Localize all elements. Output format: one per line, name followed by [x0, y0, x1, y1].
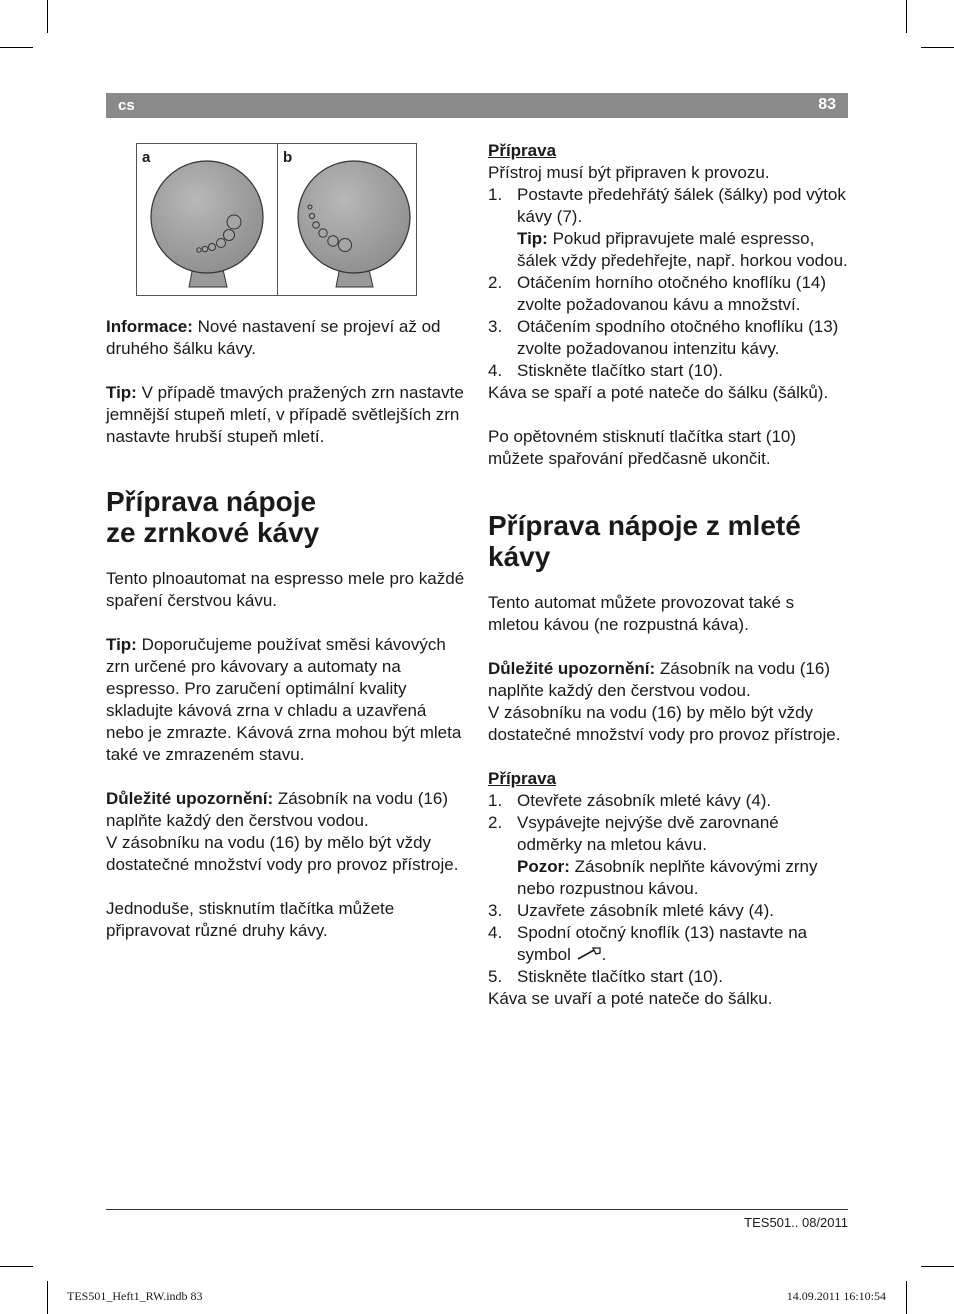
- crop-mark: [906, 0, 907, 33]
- figure-panel-b: [277, 144, 417, 295]
- step-text: Uzavřete zásobník mleté kávy (4).: [517, 901, 774, 920]
- slug-file-info: TES501_Heft1_RW.indb 83: [67, 1289, 203, 1303]
- step-text: Vsypávejte nejvýše dvě zarovnané odměrky na mletou kávu.: [517, 813, 779, 854]
- step-text: Otáčením spodního otočného knoflíku (13) zvolte požadovanou intenzitu kávy.: [517, 317, 839, 358]
- crop-mark: [0, 1266, 33, 1267]
- crop-mark: [47, 0, 48, 33]
- tip-text: V případě tmavých pražených zrn nastavte jemnější stupeň mletí, v případě světlejších zrn nastavte hrubší stupeň mletí.: [106, 383, 464, 446]
- step-suffix: .: [601, 945, 607, 964]
- tip-label: Tip:: [517, 229, 548, 248]
- step-number: 3.: [488, 901, 503, 920]
- step-text: Spodní otočný knoflík (13) nastavte na symbol: [517, 923, 808, 964]
- tip-text: Doporučujeme používat směsi kávových zrn určené pro kávovary a automaty na espresso. Pro zaručení optimální kvality skladujte kávová zrna v chladu a uzavřená nebo je zmrazte. Kávová zrna mohou být mleta také ve zmrazeném stavu.: [106, 635, 462, 764]
- step-number: 4.: [488, 361, 503, 380]
- crop-mark: [0, 47, 33, 48]
- list-item: [488, 922, 848, 966]
- subheading-preparation: Příprava: [488, 141, 557, 160]
- list-item: [488, 790, 848, 812]
- list-item: [488, 272, 848, 316]
- important-text: Zásobník na vodu (16) naplňte každý den čerstvou vodou.: [106, 789, 448, 830]
- crop-mark: [906, 1281, 907, 1314]
- prep2-steps-list: [488, 790, 848, 988]
- prep-steps-list: [488, 184, 848, 382]
- list-item: [488, 360, 848, 382]
- step-number: 1.: [488, 791, 503, 810]
- info-label: Informace:: [106, 317, 193, 336]
- tip-beans-note: [106, 634, 468, 766]
- step-text: Stiskněte tlačítko start (10).: [517, 361, 723, 380]
- info-note: [106, 316, 468, 360]
- left-column: [106, 316, 468, 942]
- closing-paragraph: Jednoduše, stisknutím tlačítka můžete připravovat různé druhy kávy.: [106, 899, 395, 940]
- step-text: Otáčením horního otočného knoflíku (14) zvolte požadovanou kávu a množství.: [517, 273, 827, 314]
- grinder-dial-coarse-illustration: [278, 144, 417, 295]
- heading-line: Příprava nápoje: [106, 486, 317, 517]
- list-item: [488, 316, 848, 360]
- crop-mark: [921, 1266, 954, 1267]
- tip-label: Tip:: [106, 383, 137, 402]
- step-text: Postavte předehřátý šálek (šálky) pod výtok kávy (7).: [517, 185, 846, 226]
- important-note: [106, 788, 468, 832]
- grinder-figure: [136, 143, 417, 296]
- prep2-result: Káva se uvaří a poté nateče do šálku.: [488, 989, 773, 1008]
- footer-rule: [106, 1209, 848, 1210]
- page-header: [106, 93, 848, 118]
- figure-label-a: a: [142, 149, 151, 166]
- tip-label: Tip:: [106, 635, 137, 654]
- list-item: [488, 184, 848, 272]
- list-item: [488, 966, 848, 988]
- prep-stop-note: Po opětovném stisknutí tlačítka start (10) můžete spařování předčasně ukončit.: [488, 427, 797, 468]
- step-number: 2.: [488, 273, 503, 292]
- slug-timestamp: 14.09.2011 16:10:54: [786, 1289, 886, 1303]
- intro-paragraph: Tento plnoautomat na espresso mele pro každé spaření čerstvou kávu.: [106, 569, 465, 610]
- important-text-2: V zásobníku na vodu (16) by mělo být vždy dostatečné množství vody pro provoz přístroje.: [106, 833, 459, 874]
- prep-result: Káva se spaří a poté nateče do šálku (šálků).: [488, 383, 829, 402]
- list-item: [488, 812, 848, 900]
- tip-grind-note: [106, 382, 468, 448]
- prep-intro: Přístroj musí být připraven k provozu.: [488, 163, 770, 182]
- list-item: [488, 900, 848, 922]
- step-number: 1.: [488, 185, 503, 204]
- important-label: Důležité upozornění:: [488, 659, 656, 678]
- tip-text: Pokud připravujete malé espresso, šálek vždy předehřejte, např. horkou vodou.: [517, 229, 848, 270]
- step-number: 5.: [488, 967, 503, 986]
- grinder-dial-fine-illustration: [137, 144, 277, 295]
- important-note: [488, 658, 848, 702]
- language-code: cs: [118, 97, 135, 114]
- info-text: Nové nastavení se projeví až od druhého šálku kávy.: [106, 317, 441, 358]
- warning-label: Pozor:: [517, 857, 570, 876]
- section-heading-ground-coffee: Příprava nápoje z mleté kávy: [488, 510, 801, 572]
- step-number: 3.: [488, 317, 503, 336]
- heading-line: ze zrnkové kávy: [106, 517, 320, 548]
- footer-model-code: TES501.. 08/2011: [744, 1215, 848, 1230]
- figure-label-b: b: [283, 149, 293, 166]
- step-number: 4.: [488, 923, 503, 942]
- ground-coffee-scoop-icon: [576, 946, 602, 962]
- step-text: Stiskněte tlačítko start (10).: [517, 967, 723, 986]
- step-text: Otevřete zásobník mleté kávy (4).: [517, 791, 772, 810]
- right-column: [488, 140, 848, 1010]
- subheading-preparation: Příprava: [488, 769, 557, 788]
- warning-text: Zásobník neplňte kávovými zrny nebo rozpustnou kávou.: [517, 857, 818, 898]
- crop-mark: [921, 47, 954, 48]
- figure-panel-a: [137, 144, 277, 295]
- important-label: Důležité upozornění:: [106, 789, 274, 808]
- page-number: 83: [818, 96, 836, 113]
- important-text-2: V zásobníku na vodu (16) by mělo být vždy dostatečné množství vody pro provoz přístroje.: [488, 703, 841, 744]
- section-heading-bean-coffee: [106, 486, 468, 548]
- intro-paragraph: Tento automat můžete provozovat také s mletou kávou (ne rozpustná káva).: [488, 593, 795, 634]
- step-number: 2.: [488, 813, 503, 832]
- crop-mark: [47, 1281, 48, 1314]
- important-text: Zásobník na vodu (16) naplňte každý den čerstvou vodou.: [488, 659, 830, 700]
